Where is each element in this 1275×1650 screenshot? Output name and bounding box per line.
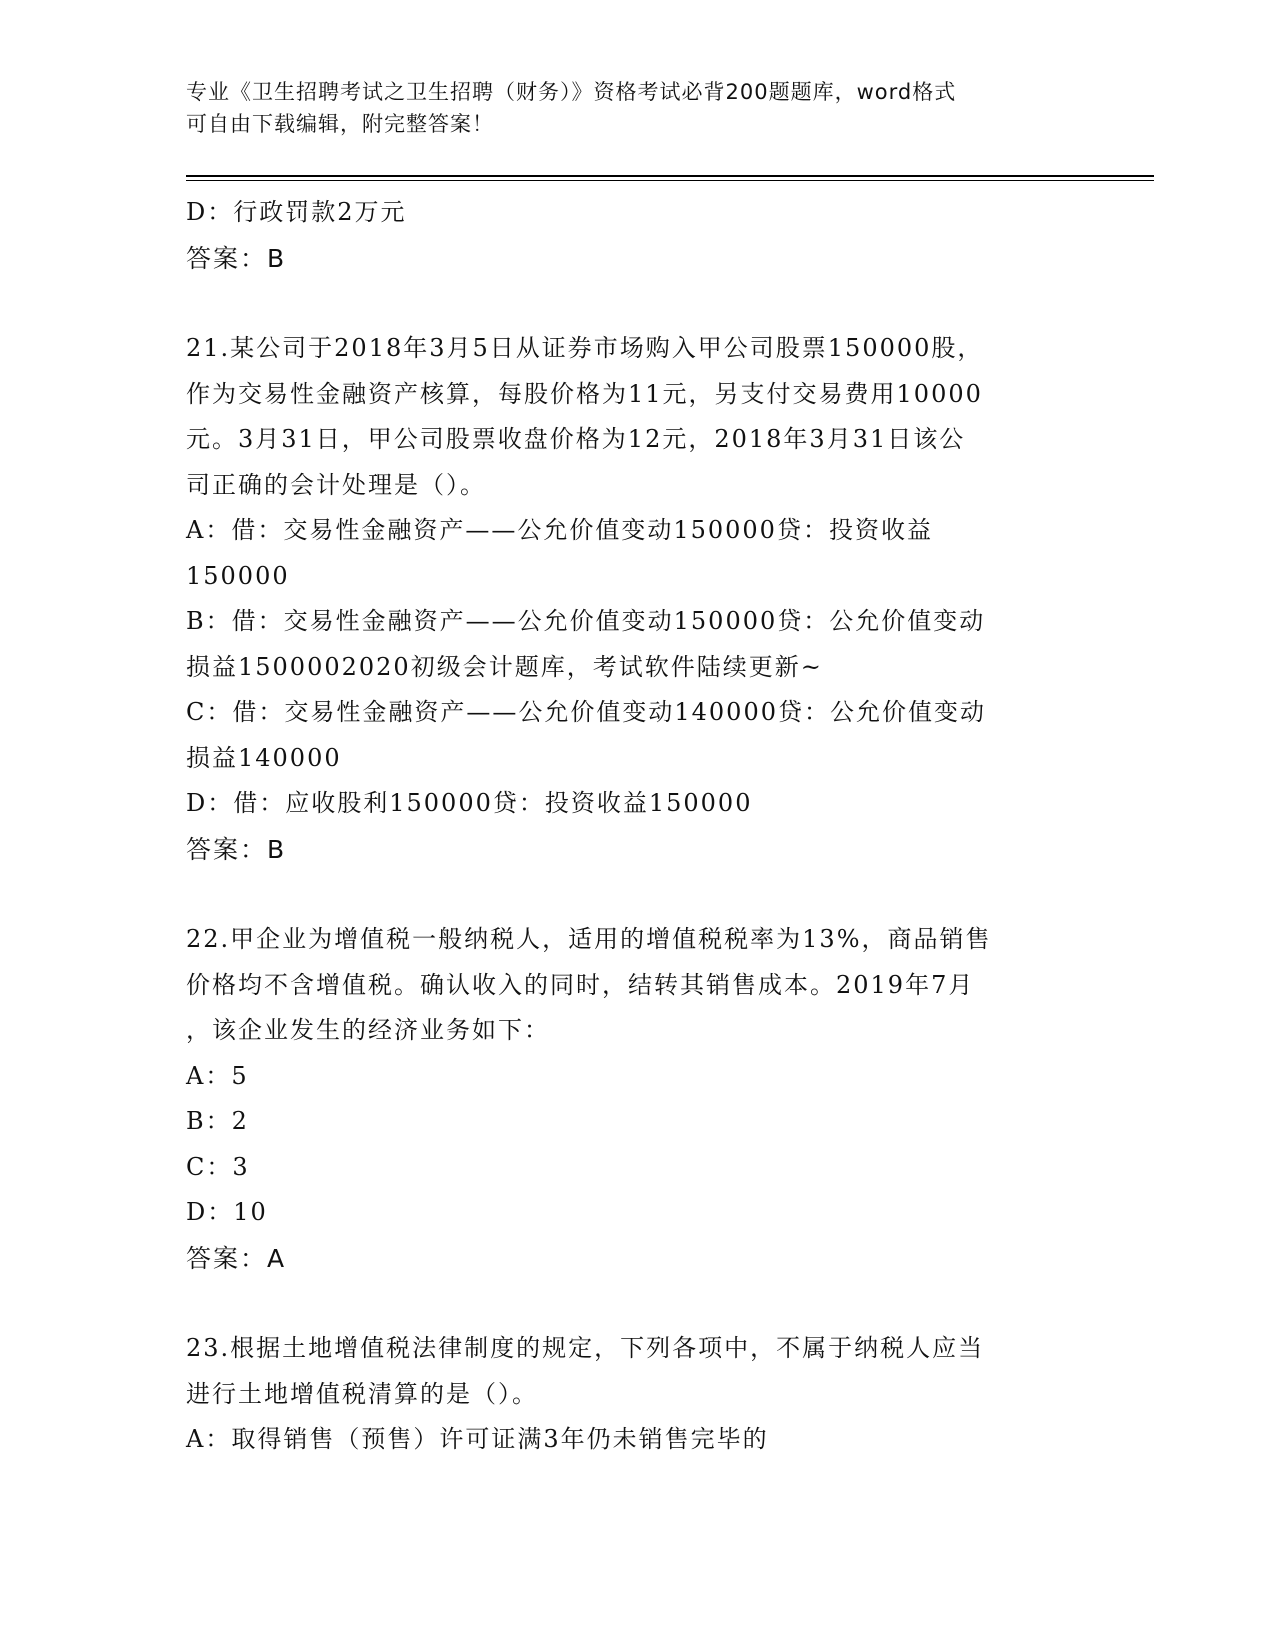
header-title-line-1: 专业《卫生招聘考试之卫生招聘（财务）》资格考试必背200题题库，word格式 <box>186 80 957 104</box>
text-line: 作为交易性金融资产核算，每股价格为11元，另支付交易费用10000 <box>186 379 983 408</box>
paragraph-spacer <box>186 1281 1086 1326</box>
text-line: D：行政罚款2万元 <box>186 198 407 226</box>
text-line: 元。3月31日，甲公司股票收盘价格为12元，2018年3月31日该公 <box>186 425 966 453</box>
paragraph-spacer <box>186 872 1086 917</box>
text-line: A：借：交易性金融资产——公允价值变动150000贷：投资收益 <box>186 516 933 544</box>
answer-line: 答案：B <box>186 243 287 273</box>
text-line: D：10 <box>186 1198 268 1226</box>
text-line: C：3 <box>186 1152 250 1181</box>
text-line: ，该企业发生的经济业务如下： <box>186 1016 550 1044</box>
answer-line: 答案：B <box>186 834 287 864</box>
text-line: 23.根据土地增值税法律制度的规定，下列各项中，不属于纳税人应当 <box>186 1334 985 1362</box>
text-line: 损益1500002020初级会计题库，考试软件陆续更新~ <box>186 652 823 681</box>
text-line: C：借：交易性金融资产——公允价值变动140000贷：公允价值变动 <box>186 698 986 726</box>
text-line: B：2 <box>186 1107 249 1135</box>
text-line: 司正确的会计处理是（）。 <box>186 470 486 499</box>
text-line: 150000 <box>186 561 290 590</box>
text-line: 进行土地增值税清算的是（）。 <box>186 1379 538 1408</box>
text-line: 价格均不含增值税。确认收入的同时，结转其销售成本。2019年7月 <box>186 970 975 999</box>
text-line: A：5 <box>186 1061 249 1090</box>
document-body <box>186 190 1086 1463</box>
text-line: D：借：应收股利150000贷：投资收益150000 <box>186 789 753 817</box>
text-line: B：借：交易性金融资产——公允价值变动150000贷：公允价值变动 <box>186 607 986 635</box>
text-line: 损益140000 <box>186 743 342 772</box>
text-line: 22.甲企业为增值税一般纳税人，适用的增值税税率为13%，商品销售 <box>186 925 992 953</box>
answer-line: 答案：A <box>186 1243 287 1273</box>
header-title-line-2: 可自由下载编辑，附完整答案！ <box>186 112 494 136</box>
text-line: 21.某公司于2018年3月5日从证券市场购入甲公司股票150000股， <box>186 334 984 362</box>
header-divider <box>186 175 1154 181</box>
text-line: A：取得销售（预售）许可证满3年仍未销售完毕的 <box>186 1425 769 1453</box>
paragraph-spacer <box>186 281 1086 326</box>
document-header <box>186 76 1086 140</box>
